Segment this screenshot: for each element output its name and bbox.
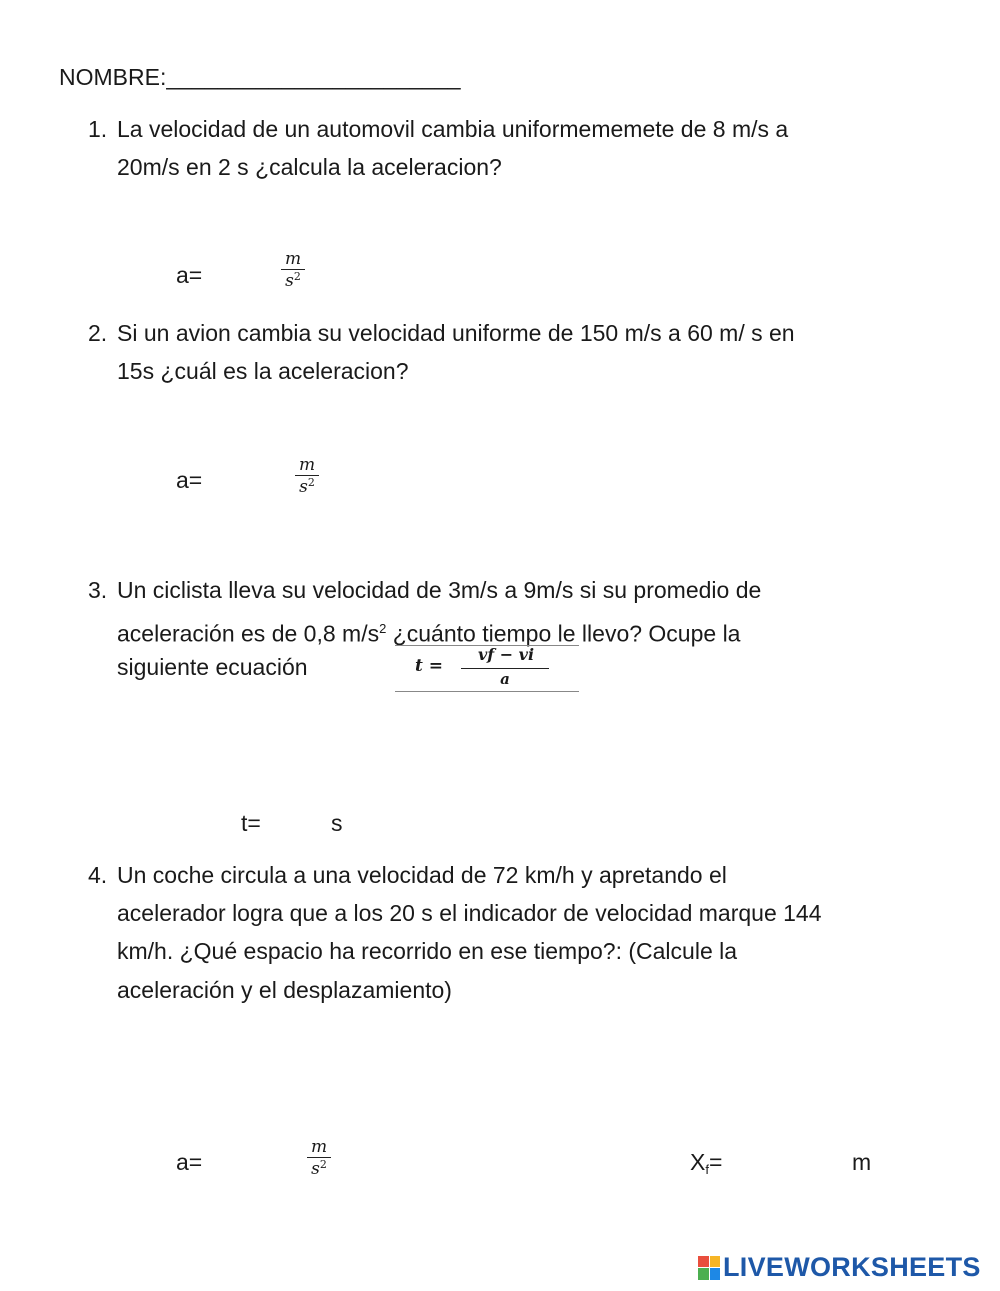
question-4-text-line-4: aceleración y el desplazamiento) [117,977,452,1003]
question-2-number: 2. [88,320,108,346]
question-3-answer-unit: s [331,810,343,836]
question-2-text-line-1: Si un avion cambia su velocidad uniforme de 150 m/s a 60 m/ s en [117,320,795,346]
liveworksheets-logo-text: LIVEWORKSHEETS [723,1252,981,1282]
question-3-answer-label: t= [241,810,261,836]
question-1-answer-input[interactable] [205,260,279,292]
question-3-answer-input[interactable] [268,808,330,840]
liveworksheets-logo [698,1252,981,1283]
question-2-answer-label: a= [176,467,203,493]
question-4-displacement-label: $X_f=$ [690,1149,723,1177]
question-3-number: 3. [88,577,108,603]
name-input[interactable] [180,60,499,92]
question-4-text-line-2: acelerador logra que a los 20 s el indicador de velocidad marque 144 [117,900,822,926]
liveworksheets-logo-icon [698,1256,720,1280]
question-4-number: 4. [88,862,108,888]
question-4-displacement-input[interactable] [733,1147,849,1179]
time-equation-image: t = vf − vi a [395,643,579,692]
question-4-text-line-1: Un coche circula a una velocidad de 72 km/h y apretando el [117,862,727,888]
question-1-text-line-2: 20m/s en 2 s ¿calcula la aceleracion? [117,154,502,180]
question-2-unit: m $s^2$ [295,456,319,496]
name-label: NOMBRE:_______________________ [59,64,461,90]
question-1-answer-label: a= [176,262,203,288]
question-4-text-line-3: km/h. ¿Qué espacio ha recorrido en ese tiempo?: (Calcule la [117,938,738,964]
question-4-acceleration-label: a= [176,1149,203,1175]
question-1-text-line-1: La velocidad de un automovil cambia uniformememete de 8 m/s a [117,116,789,142]
question-2-text-line-2: 15s ¿cuál es la aceleracion? [117,358,409,384]
question-3-text-line-2: aceleración es de 0,8 $m/s^2$ ¿cuánto tiempo le llevo? Ocupe la [117,620,741,647]
question-1-number: 1. [88,116,108,142]
question-2-answer-input[interactable] [205,465,294,497]
question-3-text-line-1: Un ciclista lleva su velocidad de 3m/s a 9m/s si su promedio de [117,577,762,603]
question-1-unit: m $s^2$ [281,250,305,290]
question-3-text-line-3: siguiente ecuación [117,654,308,680]
question-4-acceleration-input[interactable] [205,1147,304,1179]
question-4-displacement-unit: m [852,1149,872,1175]
question-4-acceleration-unit: m $s^2$ [307,1138,331,1178]
